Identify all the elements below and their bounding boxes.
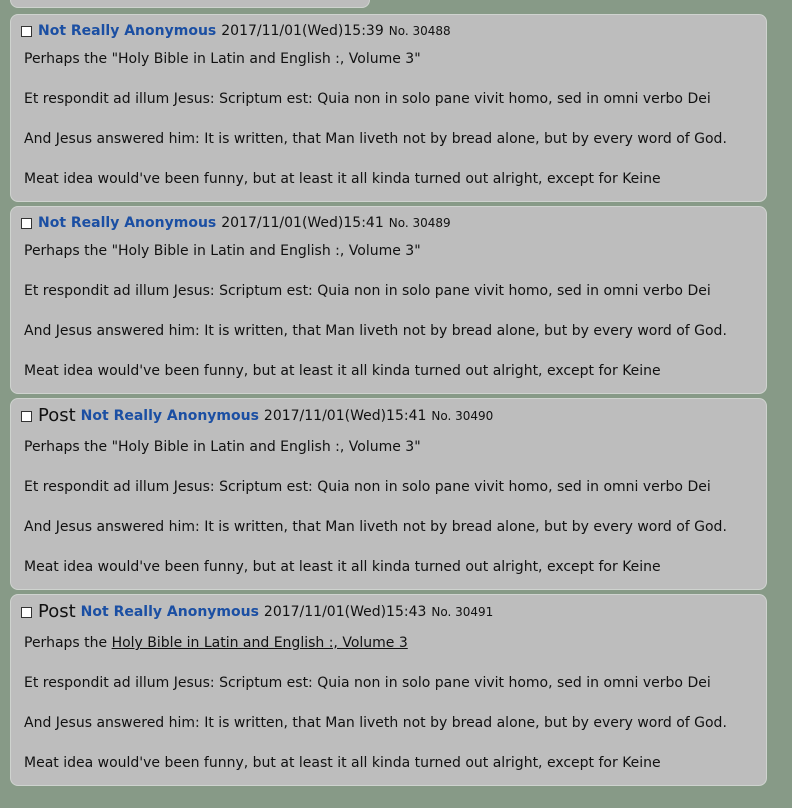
post-30491 [10, 594, 767, 786]
post-header [21, 603, 493, 621]
post-number-link[interactable]: No. 30489 [388, 216, 451, 230]
post-30488 [10, 14, 767, 202]
post-number-link[interactable]: No. 30488 [388, 24, 451, 38]
post-body-line: Meat idea would've been funny, but at least it all kinda turned out alright, except for Keine [24, 171, 661, 187]
post-select-checkbox[interactable] [21, 26, 32, 37]
post-date: 2017/11/01(Wed)15:41 [263, 408, 427, 424]
previous-post-bottom-edge [10, 0, 370, 8]
post-body-line: Et respondit ad illum Jesus: Scriptum est: Quia non in solo pane vivit homo, sed in omni verbo Dei [24, 91, 711, 107]
post-subject: Post [38, 405, 76, 426]
poster-name[interactable]: Not Really Anonymous [80, 604, 259, 620]
post-body-line: And Jesus answered him: It is written, that Man liveth not by bread alone, but by every word of God. [24, 323, 727, 339]
post-header [21, 22, 451, 40]
post-number-link[interactable]: No. 30490 [431, 409, 494, 423]
poster-name[interactable]: Not Really Anonymous [38, 23, 217, 39]
post-select-checkbox[interactable] [21, 411, 32, 422]
post-date: 2017/11/01(Wed)15:39 [221, 23, 384, 39]
post-body-line: Perhaps the "Holy Bible in Latin and English :, Volume 3" [24, 51, 421, 67]
post-body-prefix: Perhaps the [24, 635, 112, 651]
post-select-checkbox[interactable] [21, 607, 32, 618]
book-title-link[interactable]: Holy Bible in Latin and English :, Volume 3 [111, 635, 408, 651]
post-body-line: Et respondit ad illum Jesus: Scriptum est: Quia non in solo pane vivit homo, sed in omni verbo Dei [24, 479, 711, 495]
post-body-line: Meat idea would've been funny, but at least it all kinda turned out alright, except for Keine [24, 755, 661, 771]
post-body-line: Meat idea would've been funny, but at least it all kinda turned out alright, except for Keine [24, 363, 661, 379]
post-body-line: And Jesus answered him: It is written, that Man liveth not by bread alone, but by every word of God. [24, 715, 727, 731]
post-date: 2017/11/01(Wed)15:41 [221, 215, 384, 231]
post-body-line: Meat idea would've been funny, but at least it all kinda turned out alright, except for Keine [24, 559, 661, 575]
post-date: 2017/11/01(Wed)15:43 [263, 604, 427, 620]
post-body-line: Perhaps the "Holy Bible in Latin and English :, Volume 3" [24, 243, 421, 259]
post-body-line: Et respondit ad illum Jesus: Scriptum est: Quia non in solo pane vivit homo, sed in omni verbo Dei [24, 283, 711, 299]
post-body-line: And Jesus answered him: It is written, that Man liveth not by bread alone, but by every word of God. [24, 131, 727, 147]
post-body-line: And Jesus answered him: It is written, that Man liveth not by bread alone, but by every word of God. [24, 519, 727, 535]
post-body-line [24, 634, 408, 652]
post-30489 [10, 206, 767, 394]
post-body-line: Et respondit ad illum Jesus: Scriptum est: Quia non in solo pane vivit homo, sed in omni verbo Dei [24, 675, 711, 691]
poster-name[interactable]: Not Really Anonymous [80, 408, 259, 424]
post-header [21, 407, 493, 425]
post-select-checkbox[interactable] [21, 218, 32, 229]
poster-name[interactable]: Not Really Anonymous [38, 215, 217, 231]
post-header [21, 214, 451, 232]
post-body-line: Perhaps the "Holy Bible in Latin and English :, Volume 3" [24, 439, 421, 455]
post-30490 [10, 398, 767, 590]
post-subject: Post [38, 601, 76, 622]
post-number-link[interactable]: No. 30491 [431, 605, 494, 619]
